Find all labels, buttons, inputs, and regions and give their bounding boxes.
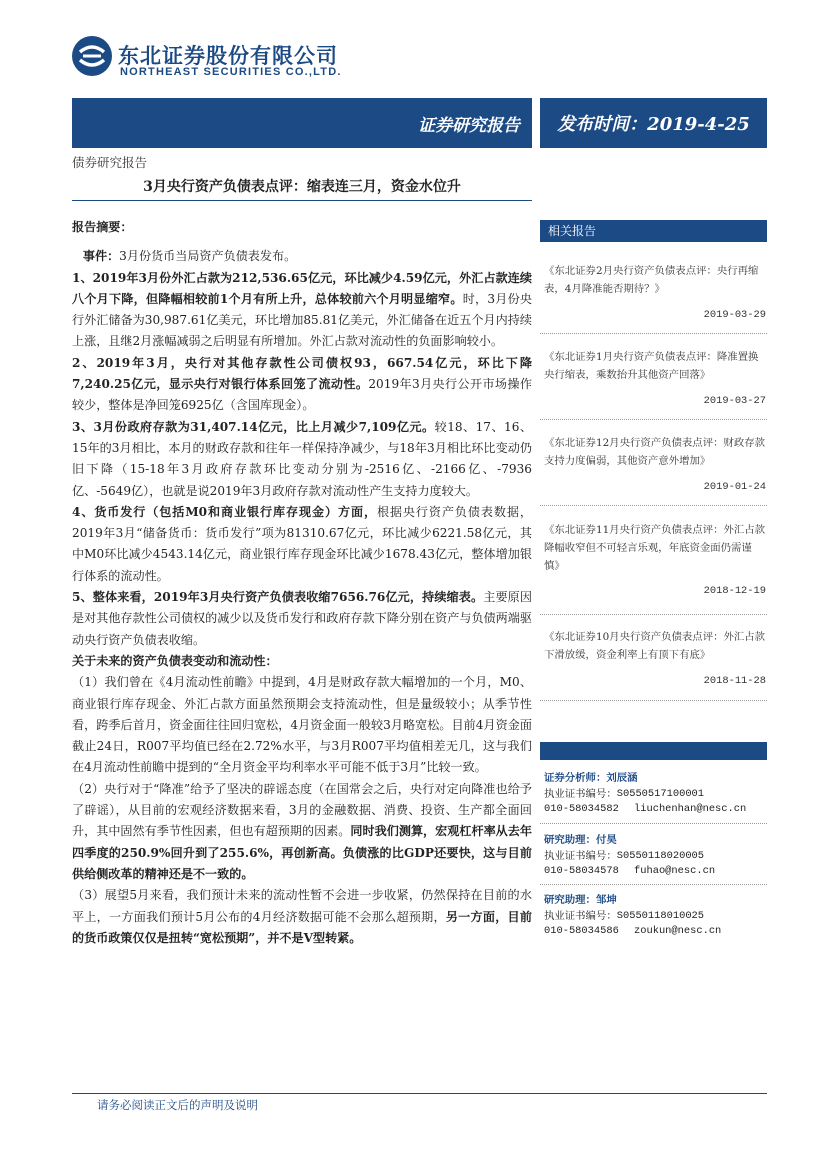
company-name-en: NORTHEAST SECURITIES CO.,LTD. (120, 66, 342, 78)
related-report-item[interactable] (544, 263, 766, 324)
point-5 (72, 587, 532, 651)
analyst-email[interactable]: liuchenhan@nesc.cn (634, 803, 747, 815)
future-point-3-bold: 另一方面，目前的货币政策仅仅是扭转“宽松预期”，并不是V型转紧。 (72, 909, 532, 945)
future-point-2 (72, 779, 532, 885)
title-divider (72, 200, 532, 201)
sidebar-divider (540, 333, 767, 334)
cert-number: S0550118020005 (616, 849, 705, 862)
analyst-role: 研究助理：付昊 (544, 834, 617, 846)
point-4-bold: 4、货币发行（包括M0和商业银行库存现金）方面， (72, 504, 377, 519)
point-2-bold: 2、2019年3月，央行对其他存款性公司债权93，667.54亿元，环比下降7,240.25亿元，显示央行对银行体系回笼了流动性。 (72, 355, 532, 392)
future-point-3-text: （3）展望5月来看，我们预计未来的流动性暂不会进一步收紧，仍然保持在目前的水平上，一方面我们预计5月公布的4月经济数据可能不会那么超预期， (72, 888, 532, 924)
future-point-2-bold: 同时我们测算，宏观杠杆率从去年四季度的250.9%回升到了255.6%，再创新高。负债涨的比GDP还要快，这与目前供给侧改革的精神还是不一致的。 (72, 824, 532, 881)
future-point-3 (72, 885, 532, 949)
analyst-phone: 010-58034586 (544, 925, 619, 937)
event-text: 3月份货币当局资产负债表发布。 (119, 249, 297, 264)
analyst-block (544, 893, 768, 940)
cert-label: 执业证书编号： (544, 787, 617, 800)
sidebar-divider (540, 884, 767, 885)
analyst-block (544, 833, 768, 880)
analyst-role: 研究助理：邹坤 (544, 894, 617, 906)
footer-disclaimer: 请务必阅读正文后的声明及说明 (97, 1098, 258, 1112)
report-summary (72, 217, 532, 949)
point-5-bold: 5、整体来看，2019年3月央行资产负债表收缩7656.76亿元，持续缩表。 (72, 590, 484, 605)
point-3-bold: 3、3月份政府存款为31,407.14亿元，比上月减少7,109亿元。 (72, 419, 435, 434)
document-title: 3月央行资产负债表点评：缩表连三月，资金水位升 (143, 179, 461, 195)
point-4-text: 根据央行资产负债表数据，2019年3月“储备货币：货币发行”项为81310.67亿元，环比减少6221.58亿元，其中M0环比减少4543.14亿元，商业银行库存现金环比减少1678.43亿元，整体增加银行体系的流动性。 (72, 504, 532, 583)
cert-number: S0550517100001 (616, 787, 705, 800)
related-report-item[interactable] (544, 349, 766, 410)
point-1-text: 时，3月份央行外汇储备为30,987.61亿美元，环比增加85.81亿美元，外汇储备在近五个月内持续上涨，且继2月涨幅减弱之后明显有所增加。外汇占款对流动性的负面影响较小。 (72, 291, 532, 349)
summary-heading: 报告摘要： (72, 220, 133, 234)
related-reports-heading: 相关报告 (540, 220, 767, 242)
point-2 (72, 353, 532, 417)
point-4 (72, 502, 532, 587)
point-1-bold: 1、2019年3月份外汇占款为212,536.65亿元，环比减少4.59亿元，外汇占款连续八个月下降，但降幅相较前1个月有所上升，总体较前六个月明显缩窄。 (72, 270, 532, 306)
cert-label: 执业证书编号： (544, 849, 617, 862)
sidebar-accent-bar (540, 742, 767, 760)
point-2-text: 2019年3月央行公开市场操作较少，整体是净回笼6925亿（含国库现金）。 (72, 377, 532, 413)
sidebar-divider (540, 419, 767, 420)
sidebar-divider (540, 614, 767, 615)
analyst-email[interactable]: fuhao@nesc.cn (634, 865, 716, 877)
analyst-role: 证券分析师：刘辰涵 (544, 772, 638, 784)
point-3 (72, 417, 532, 502)
related-report-date: 2019-03-29 (703, 308, 766, 321)
related-report-item[interactable] (544, 629, 766, 690)
future-point-2-text: （2）央行对于“降准”给予了坚决的辟谣态度（在国常会之后，央行对定向降准也给予了辟谣），从目前的宏观经济数据来看，3月的金融数据、消费、投资、生产都全面回升，其中固然有季节性因素，但也有超预期的因素。 (72, 781, 532, 839)
publish-date-banner: 发布时间：2019-4-25 (540, 98, 767, 148)
point-3-text: 较18、17、16、15年的3月相比，本月的财政存款和往年一样保持净减少，与18年3月相比环比变动仍旧下降（15-18年3月政府存款环比变动分别为-2516亿、-2166亿、-7936亿、-5649亿），也就是说2019年3月政府存款对流动性产生支持力度较大。 (72, 419, 532, 498)
cert-label: 执业证书编号： (544, 909, 617, 922)
future-heading: 关于未来的资产负债表变动和流动性： (72, 653, 278, 668)
company-logo-icon (72, 36, 112, 76)
related-report-title[interactable]: 《东北证券1月央行资产负债表点评：降准置换央行缩表，乘数抬升其他资产回落》 (544, 351, 759, 381)
related-report-item[interactable] (544, 435, 766, 496)
future-point-1: （1）我们曾在《4月流动性前瞻》中提到，4月是财政存款大幅增加的一个月，M0、商业银行库存现金、外汇占款方面虽然预期会支持流动性，但是量级较小；从季节性看，跨季后首月，资金面往往回归宽松，4月资金面一般较3月略宽松。目前4月资金面截止24日，R007平均值已经在2.72%水平，与3月R007平均值相差无几，这与我们在4月流动性前瞻中提到的“全月资金平均利率水平可能不低于3月”比较一致。 (72, 675, 532, 775)
related-report-title[interactable]: 《东北证券11月央行资产负债表点评：外汇占款降幅收窄但不可轻言乐观，年底资金面仍需谨慎》 (544, 524, 766, 572)
related-report-title[interactable]: 《东北证券10月央行资产负债表点评：外汇占款下滑放缓，资金利率上有顶下有底》 (544, 631, 766, 661)
sidebar-divider (540, 700, 767, 701)
analyst-email[interactable]: zoukun@nesc.cn (634, 925, 722, 937)
related-report-date: 2019-01-24 (703, 480, 766, 493)
point-1 (72, 268, 532, 353)
related-report-date: 2018-12-19 (703, 585, 766, 598)
cert-number: S0550118010025 (616, 909, 705, 922)
analyst-phone: 010-58034578 (544, 865, 619, 877)
event-label: 事件： (82, 249, 120, 264)
company-name-cn: 东北证券股份有限公司 (118, 44, 338, 68)
sidebar-divider (540, 823, 767, 824)
report-type-banner: 证券研究报告 (72, 98, 532, 148)
related-report-title[interactable]: 《东北证券2月央行资产负债表点评：央行再缩表，4月降准能否期待？》 (544, 265, 759, 295)
footer-divider (72, 1093, 767, 1094)
analyst-block (544, 771, 768, 818)
event-paragraph (72, 246, 532, 267)
related-report-title[interactable]: 《东北证券12月央行资产负债表点评：财政存款支持力度偏弱，其他资产意外增加》 (544, 437, 766, 467)
point-5-text: 主要原因是对其他存款性公司债权的减少以及货币发行和政府存款下降分别在资产与负债两端驱动央行资产负债表收缩。 (72, 590, 532, 647)
document-category: 债券研究报告 (72, 155, 148, 170)
related-report-date: 2019-03-27 (703, 394, 766, 407)
sidebar-divider (540, 505, 767, 506)
analyst-phone: 010-58034582 (544, 803, 619, 815)
related-report-date: 2018-11-28 (703, 674, 766, 687)
related-report-item[interactable] (544, 522, 766, 601)
